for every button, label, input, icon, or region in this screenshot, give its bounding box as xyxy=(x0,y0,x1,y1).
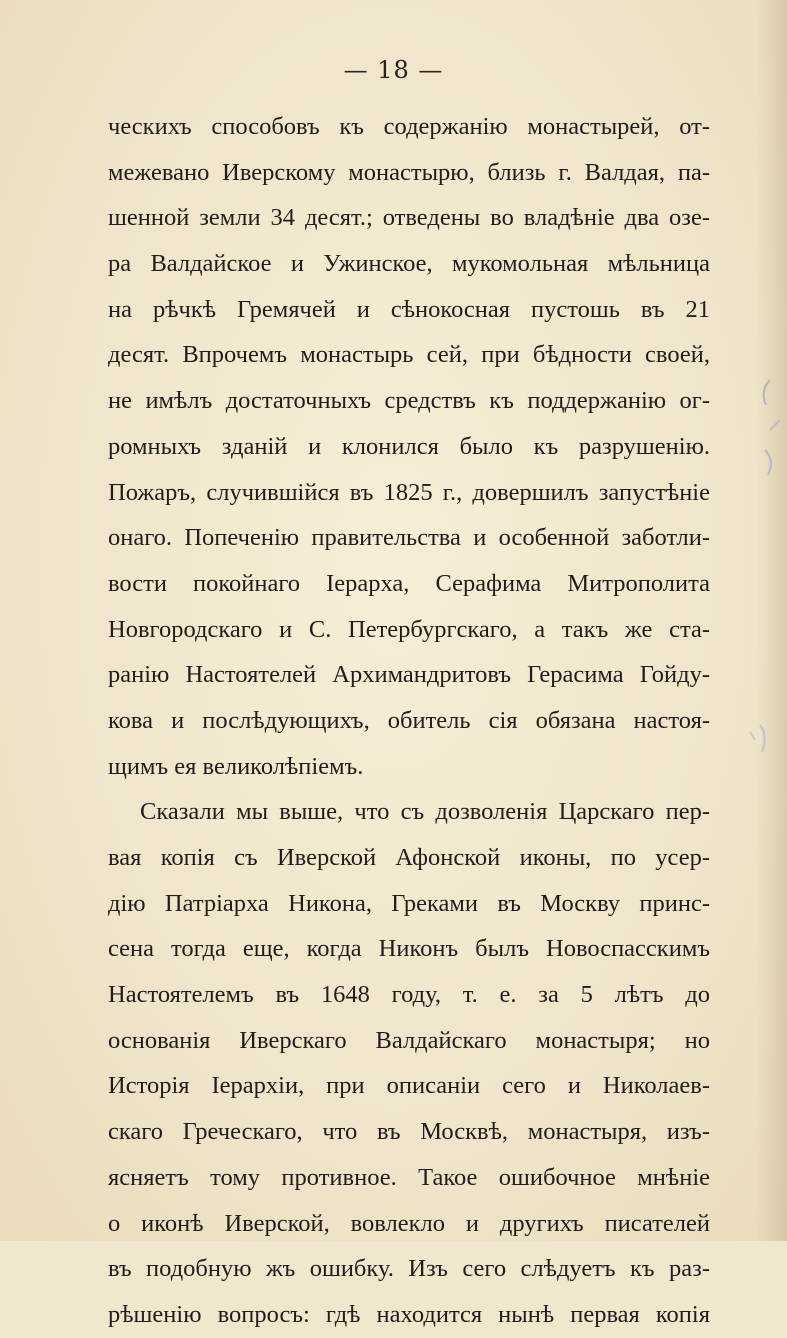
text-line: рѣшенію вопросъ: гдѣ находится нынѣ первая копія xyxy=(108,1300,710,1328)
text-line: кова и послѣдующихъ, обитель сія обязана настоя- xyxy=(108,706,710,734)
text-line: о иконѣ Иверской, вовлекло и другихъ писателей xyxy=(108,1209,710,1237)
text-line: основанія Иверскаго Валдайскаго монастыря; но xyxy=(108,1026,710,1054)
text-line: сена тогда еще, когда Никонъ былъ Новоспасскимъ xyxy=(108,935,710,963)
text-line: ранію Настоятелей Архимандритовъ Герасима Гойду- xyxy=(108,661,710,689)
text-line: Сказали мы выше, что съ дозволенія Царскаго пер- xyxy=(140,798,710,826)
text-line: Настоятелемъ въ 1648 году, т. е. за 5 лѣтъ до xyxy=(108,981,710,1009)
body-text xyxy=(108,104,710,1338)
text-line: Пожаръ, случившійся въ 1825 г., довершилъ запустѣніе xyxy=(108,478,710,506)
text-line: ромныхъ зданій и клонился было къ разрушенію. xyxy=(108,432,710,460)
text-line: вости покойнаго Іерарха, Серафима Митрополита xyxy=(108,569,710,597)
text-line: Новгородскаго и С. Петербургскаго, а такъ же ста- xyxy=(108,615,710,643)
text-line: вая копія съ Иверской Афонской иконы, по усер- xyxy=(108,844,710,871)
text-line: Исторія Іерархіи, при описаніи сего и Николаев- xyxy=(108,1072,710,1100)
text-line: ческихъ способовъ къ содержанію монастырей, от- xyxy=(108,113,710,140)
text-line: дію Патріарха Никона, Греками въ Москву принс- xyxy=(108,889,710,917)
text-line: шенной земли 34 десят.; отведены во владѣніе два озе- xyxy=(108,204,710,232)
margin-pencil-marks xyxy=(730,360,787,860)
text-line: въ подобную жъ ошибку. Изъ сего слѣдуетъ къ раз- xyxy=(108,1255,710,1283)
text-line: десят. Впрочемъ монастырь сей, при бѣдности своей, xyxy=(108,341,710,369)
text-line: ра Валдайское и Ужинское, мукомольная мѣльница xyxy=(108,250,710,278)
text-line: скаго Греческаго, что въ Москвѣ, монастыря, изъ- xyxy=(108,1118,710,1146)
page-number: — 18 — xyxy=(343,56,444,84)
text-line: щимъ ея великолѣпіемъ. xyxy=(108,752,364,780)
text-line: не имѣлъ достаточныхъ средствъ къ поддержанію ог- xyxy=(108,387,710,415)
text-line: на рѣчкѣ Гремячей и сѣнокосная пустошь въ 21 xyxy=(108,295,710,323)
text-line: ясняетъ тому противное. Такое ошибочное мнѣніе xyxy=(108,1163,710,1191)
text-line: онаго. Попеченію правительства и особенной заботли- xyxy=(108,524,710,552)
text-line: межевано Иверскому монастырю, близь г. Валдая, па- xyxy=(108,158,710,186)
